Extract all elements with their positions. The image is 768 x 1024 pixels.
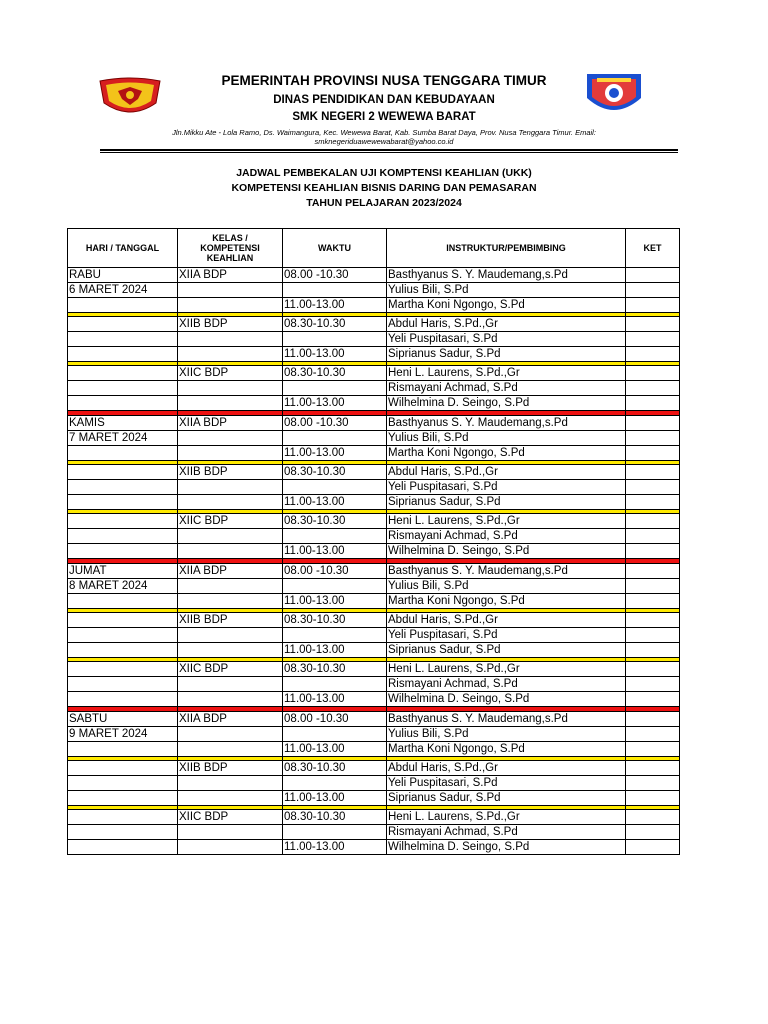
table-row	[68, 446, 680, 461]
time-cell	[283, 480, 387, 495]
time-cell	[283, 431, 387, 446]
document-title: JADWAL PEMBEKALAN UJI KOMPTENSI KEAHLIAN (UKK)	[236, 167, 532, 179]
day-cell	[68, 662, 178, 677]
class-cell: XIIB BDP	[178, 613, 283, 628]
instructor-cell: Rismayani Achmad, S.Pd	[387, 825, 626, 840]
day-cell	[68, 613, 178, 628]
time-cell	[283, 825, 387, 840]
note-cell	[626, 761, 680, 776]
instructor-cell: Yeli Puspitasari, S.Pd	[387, 480, 626, 495]
note-cell	[626, 514, 680, 529]
class-cell	[178, 332, 283, 347]
day-cell	[68, 495, 178, 510]
note-cell	[626, 727, 680, 742]
header-time: WAKTU	[283, 229, 387, 268]
class-cell	[178, 381, 283, 396]
document-year: TAHUN PELAJARAN 2023/2024	[306, 197, 462, 209]
day-cell	[68, 396, 178, 411]
note-cell	[626, 495, 680, 510]
time-cell: 08.30-10.30	[283, 317, 387, 332]
note-cell	[626, 298, 680, 313]
letterhead-department-name: DINAS PENDIDIKAN DAN KEBUDAYAAN	[273, 94, 495, 106]
table-row	[68, 268, 680, 283]
table-row	[68, 298, 680, 313]
class-cell	[178, 529, 283, 544]
table-row	[68, 810, 680, 825]
time-cell: 08.30-10.30	[283, 810, 387, 825]
class-cell	[178, 298, 283, 313]
time-cell: 08.30-10.30	[283, 761, 387, 776]
table-row	[68, 761, 680, 776]
day-cell	[68, 692, 178, 707]
day-cell	[68, 529, 178, 544]
instructor-cell: Yulius Bili, S.Pd	[387, 727, 626, 742]
time-cell: 11.00-13.00	[283, 298, 387, 313]
class-cell: XIIA BDP	[178, 564, 283, 579]
instructor-cell: Abdul Haris, S.Pd.,Gr	[387, 761, 626, 776]
time-cell	[283, 579, 387, 594]
class-cell: XIIB BDP	[178, 465, 283, 480]
note-cell	[626, 677, 680, 692]
time-cell	[283, 628, 387, 643]
table-row	[68, 495, 680, 510]
table-row	[68, 742, 680, 757]
instructor-cell: Heni L. Laurens, S.Pd.,Gr	[387, 662, 626, 677]
letterhead-divider-thin	[100, 152, 678, 153]
note-cell	[626, 776, 680, 791]
time-cell: 11.00-13.00	[283, 446, 387, 461]
day-cell	[68, 332, 178, 347]
instructor-cell: Yulius Bili, S.Pd	[387, 431, 626, 446]
class-cell	[178, 776, 283, 791]
note-cell	[626, 544, 680, 559]
time-cell: 08.30-10.30	[283, 465, 387, 480]
day-cell	[68, 825, 178, 840]
class-cell	[178, 480, 283, 495]
instructor-cell: Martha Koni Ngongo, S.Pd	[387, 594, 626, 609]
note-cell	[626, 840, 680, 855]
instructor-cell: Rismayani Achmad, S.Pd	[387, 381, 626, 396]
class-cell	[178, 791, 283, 806]
day-cell	[68, 544, 178, 559]
time-cell: 11.00-13.00	[283, 396, 387, 411]
document-subtitle: KOMPETENSI KEAHLIAN BISNIS DARING DAN PEMASARAN	[231, 182, 537, 194]
instructor-cell: Wilhelmina D. Seingo, S.Pd	[387, 692, 626, 707]
class-cell	[178, 628, 283, 643]
time-cell: 08.00 -10.30	[283, 416, 387, 431]
note-cell	[626, 594, 680, 609]
table-row	[68, 317, 680, 332]
class-cell	[178, 579, 283, 594]
day-cell	[68, 366, 178, 381]
day-cell	[68, 761, 178, 776]
table-row	[68, 431, 680, 446]
header-instructor: INSTRUKTUR/PEMBIMBING	[387, 229, 626, 268]
note-cell	[626, 268, 680, 283]
header-class-line: KEAHLIAN	[206, 253, 254, 263]
table-row	[68, 628, 680, 643]
day-cell	[68, 465, 178, 480]
table-row	[68, 692, 680, 707]
instructor-cell: Wilhelmina D. Seingo, S.Pd	[387, 840, 626, 855]
instructor-cell: Siprianus Sadur, S.Pd	[387, 791, 626, 806]
day-cell	[68, 594, 178, 609]
note-cell	[626, 381, 680, 396]
instructor-cell: Yulius Bili, S.Pd	[387, 579, 626, 594]
instructor-cell: Martha Koni Ngongo, S.Pd	[387, 298, 626, 313]
time-cell: 08.30-10.30	[283, 514, 387, 529]
time-cell: 11.00-13.00	[283, 544, 387, 559]
instructor-cell: Abdul Haris, S.Pd.,Gr	[387, 317, 626, 332]
schedule-body	[68, 268, 680, 855]
table-row	[68, 366, 680, 381]
day-cell	[68, 643, 178, 658]
day-cell: 9 MARET 2024	[68, 727, 178, 742]
instructor-cell: Heni L. Laurens, S.Pd.,Gr	[387, 810, 626, 825]
time-cell	[283, 381, 387, 396]
note-cell	[626, 332, 680, 347]
instructor-cell: Rismayani Achmad, S.Pd	[387, 529, 626, 544]
table-header-row	[68, 229, 680, 268]
class-cell	[178, 677, 283, 692]
note-cell	[626, 825, 680, 840]
table-row	[68, 712, 680, 727]
note-cell	[626, 317, 680, 332]
note-cell	[626, 366, 680, 381]
note-cell	[626, 742, 680, 757]
note-cell	[626, 283, 680, 298]
time-cell: 08.30-10.30	[283, 366, 387, 381]
table-row	[68, 564, 680, 579]
header-class	[178, 229, 283, 268]
header-day: HARI / TANGGAL	[68, 229, 178, 268]
instructor-cell: Siprianus Sadur, S.Pd	[387, 347, 626, 362]
table-row	[68, 465, 680, 480]
class-cell	[178, 742, 283, 757]
class-cell	[178, 594, 283, 609]
day-cell	[68, 514, 178, 529]
class-cell	[178, 495, 283, 510]
instructor-cell: Siprianus Sadur, S.Pd	[387, 495, 626, 510]
note-cell	[626, 662, 680, 677]
day-cell	[68, 840, 178, 855]
time-cell: 11.00-13.00	[283, 692, 387, 707]
time-cell	[283, 727, 387, 742]
note-cell	[626, 416, 680, 431]
note-cell	[626, 396, 680, 411]
table-row	[68, 544, 680, 559]
letterhead-divider	[100, 149, 678, 151]
note-cell	[626, 791, 680, 806]
day-cell: 8 MARET 2024	[68, 579, 178, 594]
day-cell: SABTU	[68, 712, 178, 727]
day-cell: KAMIS	[68, 416, 178, 431]
day-cell	[68, 810, 178, 825]
time-cell	[283, 677, 387, 692]
time-cell: 11.00-13.00	[283, 495, 387, 510]
class-cell	[178, 283, 283, 298]
class-cell: XIIA BDP	[178, 268, 283, 283]
instructor-cell: Heni L. Laurens, S.Pd.,Gr	[387, 514, 626, 529]
time-cell: 11.00-13.00	[283, 594, 387, 609]
table-row	[68, 727, 680, 742]
table-row	[68, 396, 680, 411]
table-row	[68, 677, 680, 692]
letterhead-school-name: SMK NEGERI 2 WEWEWA BARAT	[292, 111, 476, 123]
letterhead-government-name: PEMERINTAH PROVINSI NUSA TENGGARA TIMUR	[221, 73, 547, 88]
note-cell	[626, 628, 680, 643]
instructor-cell: Yulius Bili, S.Pd	[387, 283, 626, 298]
note-cell	[626, 465, 680, 480]
instructor-cell: Siprianus Sadur, S.Pd	[387, 643, 626, 658]
table-row	[68, 529, 680, 544]
instructor-cell: Abdul Haris, S.Pd.,Gr	[387, 613, 626, 628]
table-row	[68, 643, 680, 658]
class-cell: XIIB BDP	[178, 317, 283, 332]
time-cell	[283, 776, 387, 791]
instructor-cell: Yeli Puspitasari, S.Pd	[387, 332, 626, 347]
time-cell: 11.00-13.00	[283, 742, 387, 757]
note-cell	[626, 564, 680, 579]
day-cell: 7 MARET 2024	[68, 431, 178, 446]
day-cell	[68, 298, 178, 313]
class-cell	[178, 840, 283, 855]
instructor-cell: Basthyanus S. Y. Maudemang,s.Pd	[387, 564, 626, 579]
header-class-line: KELAS /	[212, 233, 248, 243]
time-cell: 11.00-13.00	[283, 643, 387, 658]
time-cell: 08.00 -10.30	[283, 564, 387, 579]
instructor-cell: Basthyanus S. Y. Maudemang,s.Pd	[387, 416, 626, 431]
note-cell	[626, 613, 680, 628]
class-cell	[178, 643, 283, 658]
header-class-line: KOMPETENSI	[200, 243, 260, 253]
day-cell	[68, 742, 178, 757]
table-row	[68, 347, 680, 362]
table-row	[68, 514, 680, 529]
day-cell	[68, 480, 178, 495]
table-row	[68, 662, 680, 677]
instructor-cell: Heni L. Laurens, S.Pd.,Gr	[387, 366, 626, 381]
day-cell	[68, 381, 178, 396]
address-email: smknegeriduawewewabarat@yahoo.co.id	[314, 137, 454, 146]
table-row	[68, 594, 680, 609]
schedule-table	[67, 228, 680, 855]
table-row	[68, 283, 680, 298]
day-cell	[68, 791, 178, 806]
time-cell	[283, 283, 387, 298]
class-cell: XIIC BDP	[178, 366, 283, 381]
time-cell: 08.30-10.30	[283, 613, 387, 628]
table-row	[68, 579, 680, 594]
address-line: Jln.Mikku Ate - Lola Ramo, Ds. Waimangura, Kec. Wewewa Barat, Kab. Sumba Barat Daya, Prov. Nusa Tenggara Timur. Email:	[172, 128, 596, 137]
note-cell	[626, 431, 680, 446]
table-row	[68, 825, 680, 840]
table-row	[68, 332, 680, 347]
note-cell	[626, 480, 680, 495]
class-cell: XIIB BDP	[178, 761, 283, 776]
class-cell	[178, 692, 283, 707]
day-cell	[68, 446, 178, 461]
note-cell	[626, 643, 680, 658]
class-cell: XIIC BDP	[178, 662, 283, 677]
class-cell	[178, 347, 283, 362]
day-cell	[68, 628, 178, 643]
table-row	[68, 416, 680, 431]
day-cell: 6 MARET 2024	[68, 283, 178, 298]
instructor-cell: Rismayani Achmad, S.Pd	[387, 677, 626, 692]
day-cell	[68, 347, 178, 362]
table-row	[68, 613, 680, 628]
instructor-cell: Wilhelmina D. Seingo, S.Pd	[387, 396, 626, 411]
class-cell	[178, 396, 283, 411]
time-cell	[283, 332, 387, 347]
instructor-cell: Martha Koni Ngongo, S.Pd	[387, 742, 626, 757]
day-cell	[68, 317, 178, 332]
letterhead	[0, 0, 768, 160]
day-cell: RABU	[68, 268, 178, 283]
day-cell: JUMAT	[68, 564, 178, 579]
note-cell	[626, 529, 680, 544]
class-cell: XIIC BDP	[178, 810, 283, 825]
table-row	[68, 381, 680, 396]
note-cell	[626, 579, 680, 594]
day-cell	[68, 677, 178, 692]
class-cell: XIIC BDP	[178, 514, 283, 529]
instructor-cell: Yeli Puspitasari, S.Pd	[387, 776, 626, 791]
time-cell: 08.00 -10.30	[283, 712, 387, 727]
note-cell	[626, 446, 680, 461]
class-cell	[178, 825, 283, 840]
table-row	[68, 840, 680, 855]
class-cell	[178, 446, 283, 461]
day-cell	[68, 776, 178, 791]
instructor-cell: Martha Koni Ngongo, S.Pd	[387, 446, 626, 461]
instructor-cell: Abdul Haris, S.Pd.,Gr	[387, 465, 626, 480]
instructor-cell: Basthyanus S. Y. Maudemang,s.Pd	[387, 268, 626, 283]
instructor-cell: Yeli Puspitasari, S.Pd	[387, 628, 626, 643]
table-row	[68, 480, 680, 495]
time-cell: 11.00-13.00	[283, 840, 387, 855]
table-row	[68, 776, 680, 791]
note-cell	[626, 347, 680, 362]
header-note: KET	[626, 229, 680, 268]
note-cell	[626, 692, 680, 707]
instructor-cell: Basthyanus S. Y. Maudemang,s.Pd	[387, 712, 626, 727]
letterhead-address	[100, 128, 668, 146]
time-cell	[283, 529, 387, 544]
instructor-cell: Wilhelmina D. Seingo, S.Pd	[387, 544, 626, 559]
time-cell: 08.00 -10.30	[283, 268, 387, 283]
table-row	[68, 791, 680, 806]
time-cell: 08.30-10.30	[283, 662, 387, 677]
class-cell	[178, 431, 283, 446]
class-cell	[178, 544, 283, 559]
time-cell: 11.00-13.00	[283, 347, 387, 362]
time-cell: 11.00-13.00	[283, 791, 387, 806]
note-cell	[626, 712, 680, 727]
note-cell	[626, 810, 680, 825]
class-cell: XIIA BDP	[178, 416, 283, 431]
class-cell	[178, 727, 283, 742]
class-cell: XIIA BDP	[178, 712, 283, 727]
